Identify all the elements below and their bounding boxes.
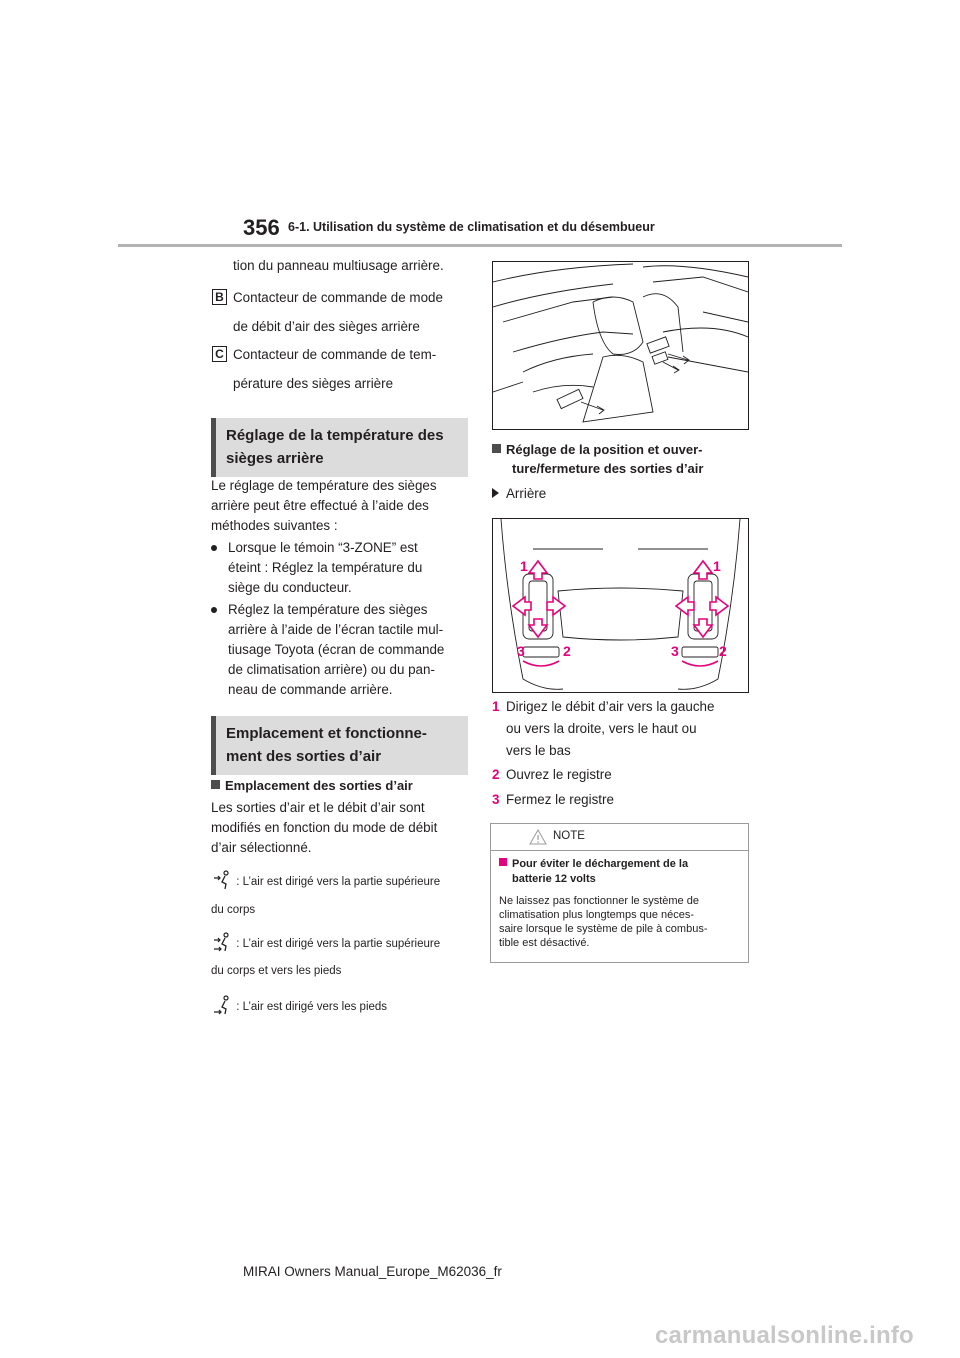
vent-label-2-left: 2 — [563, 643, 571, 659]
note-body — [499, 894, 707, 950]
note-body-line: Ne laissez pas fonctionner le système de — [499, 895, 699, 907]
vent-drawing — [493, 519, 748, 692]
para2-line: modifiés en fonction du mode de débit — [211, 820, 438, 835]
vent-label-1-left: 1 — [520, 558, 528, 574]
manual-footer: MIRAI Owners Manual_Europe_M62036_fr — [243, 1264, 502, 1279]
para1-line: arrière peut être effectué à l’aide des — [211, 498, 429, 513]
bullet2-line: Réglez la température des sièges — [228, 602, 428, 617]
paragraph-temperature — [211, 476, 437, 536]
air-upper-body-feet-icon — [213, 932, 233, 952]
step-number: 3 — [492, 792, 500, 807]
bullet2-line: tiusage Toyota (écran de commande — [228, 642, 445, 657]
section2-line1: Emplacement et fonctionne- — [226, 725, 427, 742]
item-c-line1: Contacteur de commande de tem- — [233, 347, 437, 362]
vent-label-2-right: 2 — [719, 643, 727, 659]
step-3 — [492, 790, 614, 810]
mode1-cont: du corps — [211, 904, 256, 916]
mode-upper-body-feet — [213, 932, 440, 952]
arrow-item-text: Arrière — [506, 486, 547, 501]
section1-line1: Réglage de la température des — [226, 427, 444, 444]
step1-line: Dirigez le débit d’air vers la gauche — [506, 699, 715, 714]
step-number: 2 — [492, 767, 500, 782]
mode-feet — [213, 995, 387, 1015]
paragraph-outlets — [211, 798, 437, 858]
item-c — [212, 345, 436, 365]
bullet-icon — [211, 607, 217, 613]
step1-line: ou vers la droite, vers le haut ou — [506, 721, 697, 736]
subhead2-line1: Réglage de la position et ouver- — [506, 442, 703, 457]
rear-vent-diagram — [492, 518, 749, 693]
step-2 — [492, 765, 612, 785]
header-divider — [118, 244, 842, 247]
note-box — [490, 823, 749, 963]
step3-line: Fermez le registre — [506, 792, 614, 807]
bullet1-line: siège du conducteur. — [228, 580, 352, 595]
step-1 — [492, 696, 714, 762]
mode-upper-body — [213, 870, 440, 890]
page-number: 356 — [243, 215, 280, 240]
mode2-cont: du corps et vers les pieds — [211, 965, 342, 977]
bullet2-line: arrière à l’aide de l’écran tactile mul- — [228, 622, 444, 637]
warning-triangle-icon — [529, 829, 547, 845]
section1-line2: sièges arrière — [226, 450, 324, 467]
vent-label-3-right: 3 — [671, 643, 679, 659]
note-body-line: tible est désactivé. — [499, 937, 590, 949]
note-heading-line: batterie 12 volts — [512, 873, 596, 885]
subheading-adjust-outlets — [492, 440, 703, 478]
para2-line: d’air sélectionné. — [211, 840, 312, 855]
section-heading-temperature — [211, 418, 468, 477]
bullet2-line: neau de commande arrière. — [228, 682, 393, 697]
mode2-text: : L’air est dirigé vers la partie supérieure — [236, 938, 441, 950]
bullet2-line: de climatisation arrière) ou du pan- — [228, 662, 435, 677]
section2-line2: ment des sorties d’air — [226, 748, 382, 765]
label-b-box: B — [212, 289, 227, 305]
item-b-line1: Contacteur de commande de mode — [233, 290, 443, 305]
continued-text: tion du panneau multiusage arrière. — [233, 258, 444, 273]
mode1-text: : L’air est dirigé vers la partie supérieure — [236, 876, 441, 888]
bullet-item — [211, 600, 471, 700]
note-header — [491, 824, 748, 851]
label-c-box: C — [212, 346, 227, 362]
bullet-item — [211, 538, 471, 598]
step-number: 1 — [492, 699, 500, 714]
note-body-line: climatisation plus longtemps que néces- — [499, 909, 695, 921]
bullet-icon — [211, 545, 217, 551]
subhead1-text: Emplacement des sorties d’air — [225, 778, 413, 793]
note-bullet-icon — [499, 858, 507, 866]
arrow-item-rear — [492, 484, 546, 504]
step1-line: vers le bas — [506, 743, 571, 758]
triangle-arrow-icon — [492, 488, 499, 498]
note-title: NOTE — [553, 830, 585, 842]
para1-line: méthodes suivantes : — [211, 518, 338, 533]
watermark: carmanualsonline.info — [655, 1322, 914, 1349]
mode3-text: : L’air est dirigé vers les pieds — [236, 1001, 388, 1013]
vent-label-1-right: 1 — [713, 558, 721, 574]
air-feet-icon — [213, 995, 233, 1015]
chapter-title: 6-1. Utilisation du système de climatisation et du désembueur — [288, 220, 655, 234]
air-upper-body-icon — [213, 870, 233, 890]
bullet1-line: Lorsque le témoin “3-ZONE” est — [228, 540, 418, 555]
subheading-outlet-location — [211, 776, 413, 795]
vent-label-3-left: 3 — [517, 643, 525, 659]
para2-line: Les sorties d’air et le débit d’air sont — [211, 800, 425, 815]
subhead2-line2: ture/fermeture des sorties d’air — [512, 461, 704, 476]
note-body-line: saire lorsque le système de pile à combus- — [499, 923, 708, 935]
step2-line: Ouvrez le registre — [506, 767, 612, 782]
note-heading — [499, 857, 688, 887]
section-heading-outlets — [211, 716, 468, 775]
item-c-line2: pérature des sièges arrière — [233, 376, 394, 391]
square-bullet-icon — [211, 780, 220, 789]
bullet1-line: éteint : Réglez la température du — [228, 560, 423, 575]
item-b — [212, 288, 443, 308]
item-b-line2: de débit d’air des sièges arrière — [233, 319, 420, 334]
note-heading-line: Pour éviter le déchargement de la — [512, 858, 689, 870]
rear-console-illustration — [492, 261, 749, 430]
square-bullet-icon — [492, 444, 501, 453]
para1-line: Le réglage de température des sièges — [211, 478, 437, 493]
car-interior-drawing — [493, 262, 748, 429]
